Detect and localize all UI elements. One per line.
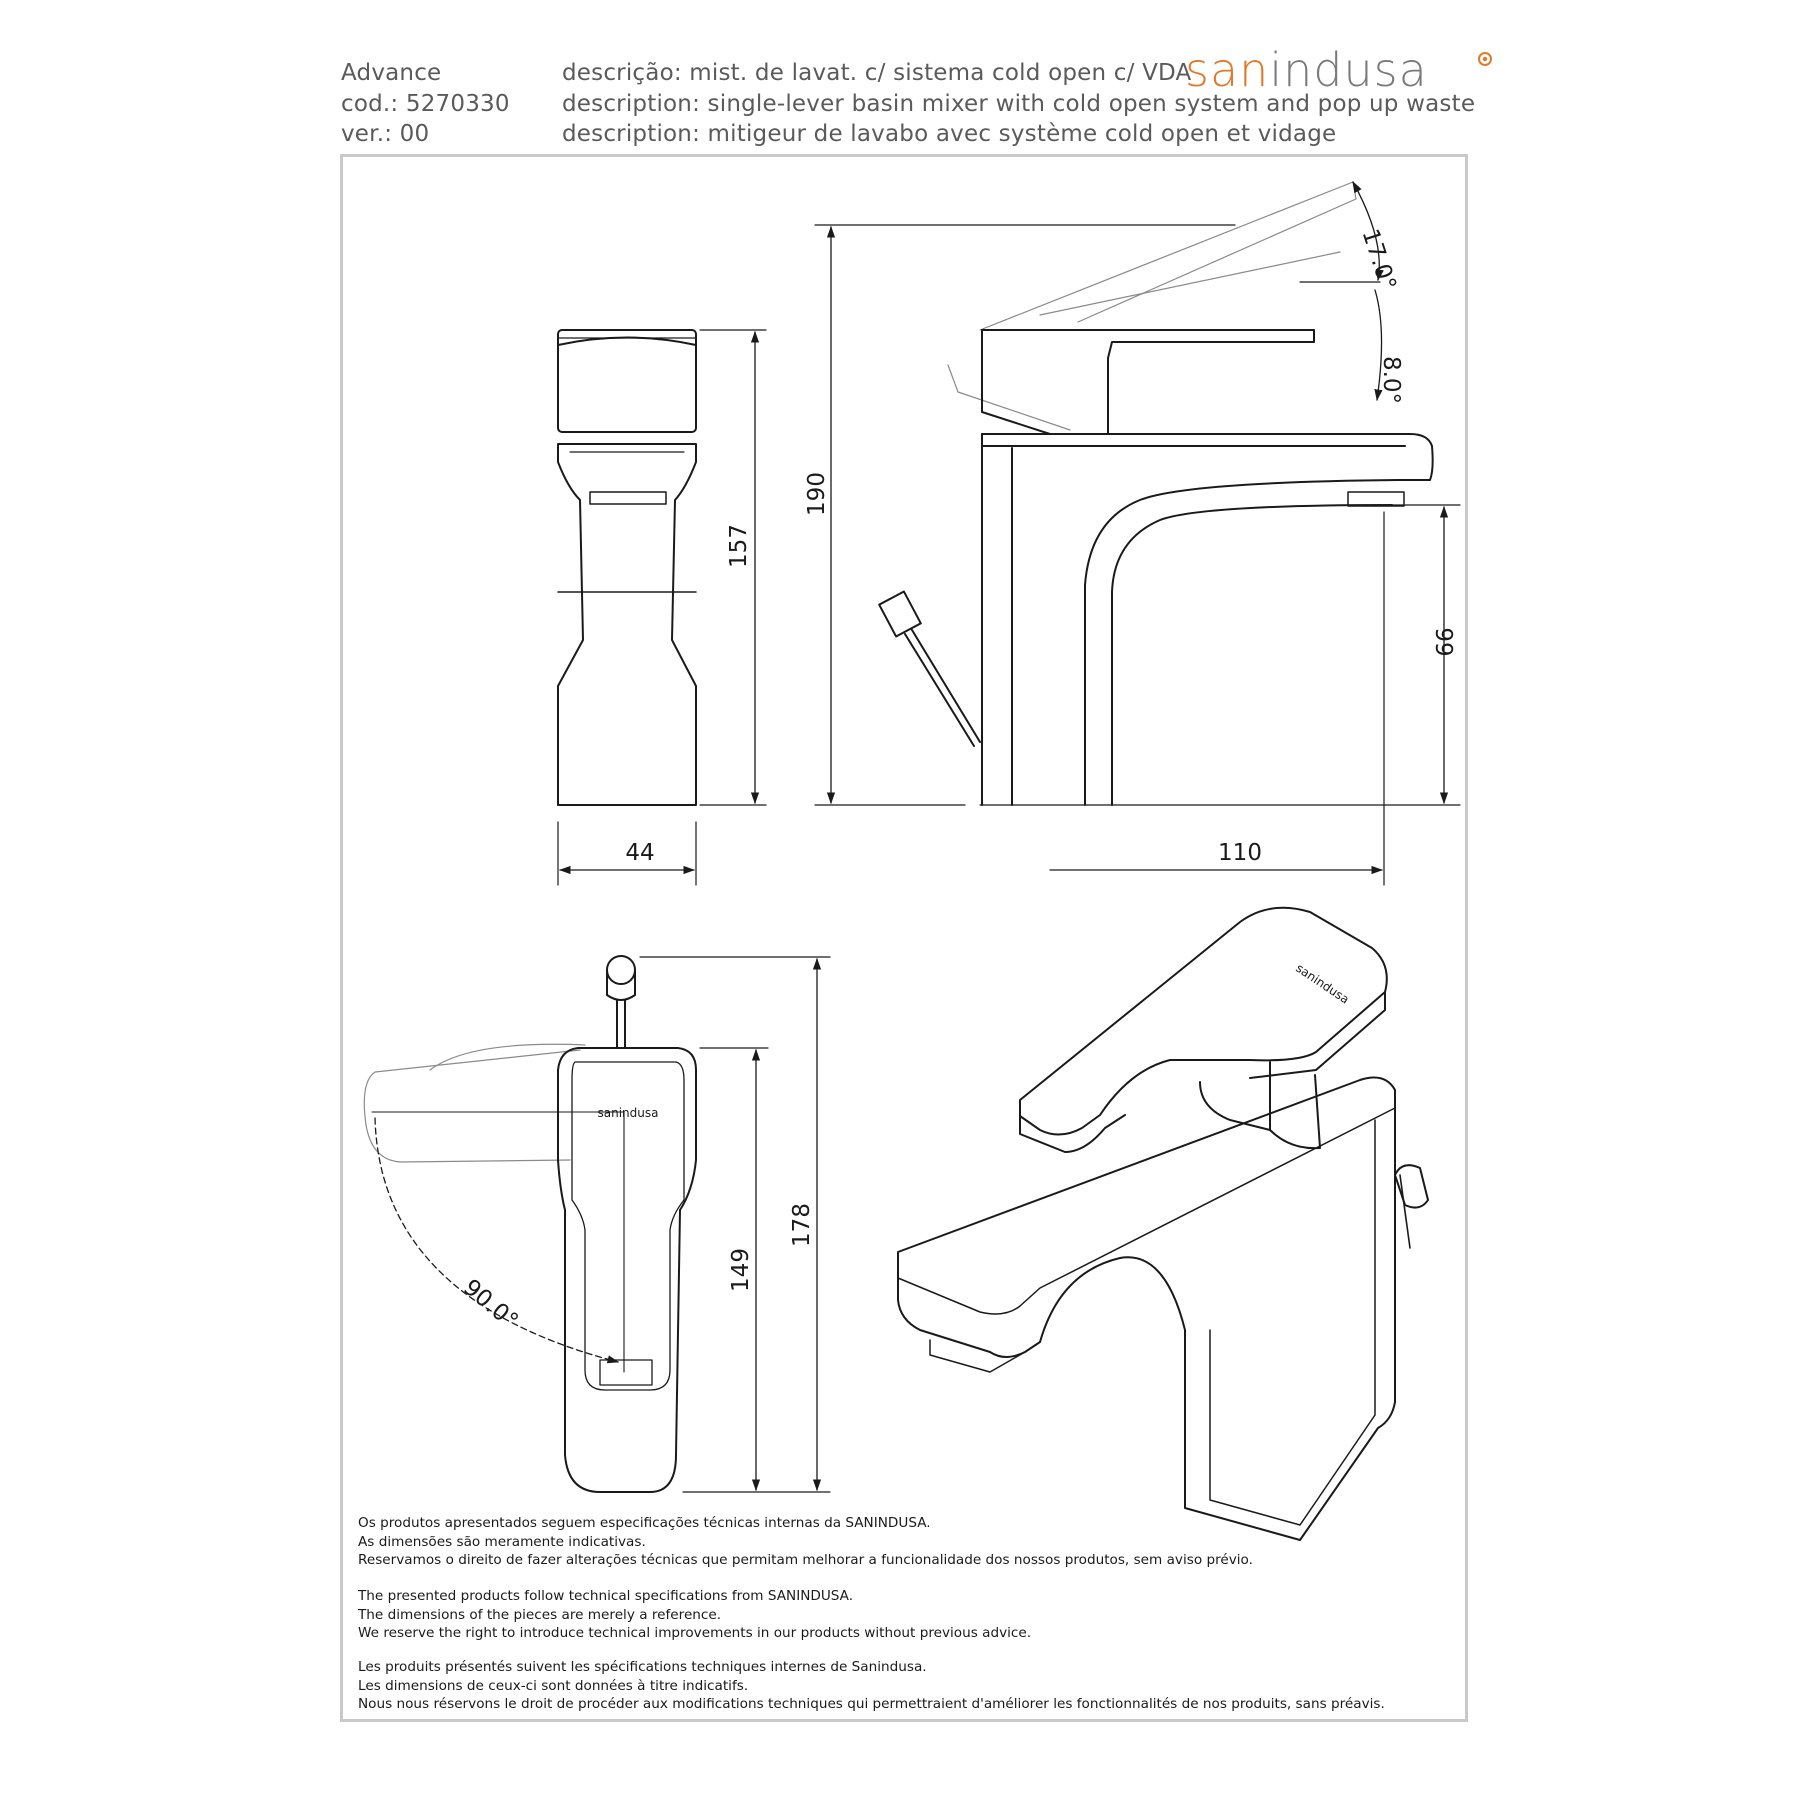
angle-down: 8.0°: [1378, 355, 1404, 405]
dim-reach: 110: [1218, 840, 1262, 866]
description-pt: descrição: mist. de lavat. c/ sistema cold open c/ VDA: [562, 60, 1192, 86]
dim-top-body-length: 149: [728, 1248, 754, 1292]
dim-front-width: 44: [625, 840, 655, 866]
note-en-2: The dimensions of the pieces are merely a reference.: [358, 1606, 722, 1623]
note-en-3: We reserve the right to introduce technical improvements in our products without previous advice.: [358, 1625, 1032, 1641]
logo-suffix: indusa: [1269, 46, 1428, 94]
side-view: [815, 182, 1460, 885]
description-fr: description: mitigeur de lavabo avec système cold open et vidage: [562, 121, 1337, 147]
product-version: ver.: 00: [341, 121, 430, 147]
dim-top-lever-length: 178: [789, 1203, 815, 1247]
note-fr-3: Nous nous réservons le droit de procéder aux modifications techniques qui permettraient d'améliorer les fonctionnalités de nos produits, sans préavis.: [358, 1696, 1385, 1712]
isometric-view: [898, 908, 1428, 1540]
notes-pt: [358, 1514, 1458, 1570]
product-name: Advance: [341, 60, 442, 86]
top-view: [364, 956, 830, 1492]
note-fr-1: Les produits présentés suivent les spécifications techniques internes de Sanindusa.: [358, 1659, 927, 1675]
notes-fr: [358, 1658, 1458, 1714]
dim-front-height: 157: [726, 524, 752, 568]
dim-spout-height: 99: [1430, 627, 1456, 657]
iso-engraving: sanindusa: [1293, 960, 1352, 1007]
dim-total-height: 190: [804, 472, 830, 516]
note-pt-3: Reservamos o direito de fazer alterações técnicas que permitam melhorar a funcionalidade dos nossos produtos, sem aviso prévio.: [358, 1552, 1253, 1568]
notes-en: [358, 1587, 1458, 1643]
note-pt-1: Os produtos apresentados seguem especificações técnicas internas da SANINDUSA.: [358, 1515, 931, 1531]
logo-prefix: san: [1185, 46, 1270, 94]
angle-up: 17.0°: [1356, 225, 1401, 294]
note-pt-2: As dimensões são meramente indicativas.: [358, 1533, 646, 1550]
top-engraving: sanindusa: [597, 1106, 659, 1120]
note-fr-2: Les dimensions de ceux-ci sont données à titre indicatifs.: [358, 1677, 749, 1694]
description-en: description: single-lever basin mixer with cold open system and pop up waste: [562, 91, 1476, 117]
note-en-1: The presented products follow technical specifications from SANINDUSA.: [358, 1588, 854, 1604]
angle-rotation: 90.0°: [458, 1274, 523, 1335]
product-code: cod.: 5270330: [341, 91, 510, 117]
front-view: [558, 330, 766, 885]
